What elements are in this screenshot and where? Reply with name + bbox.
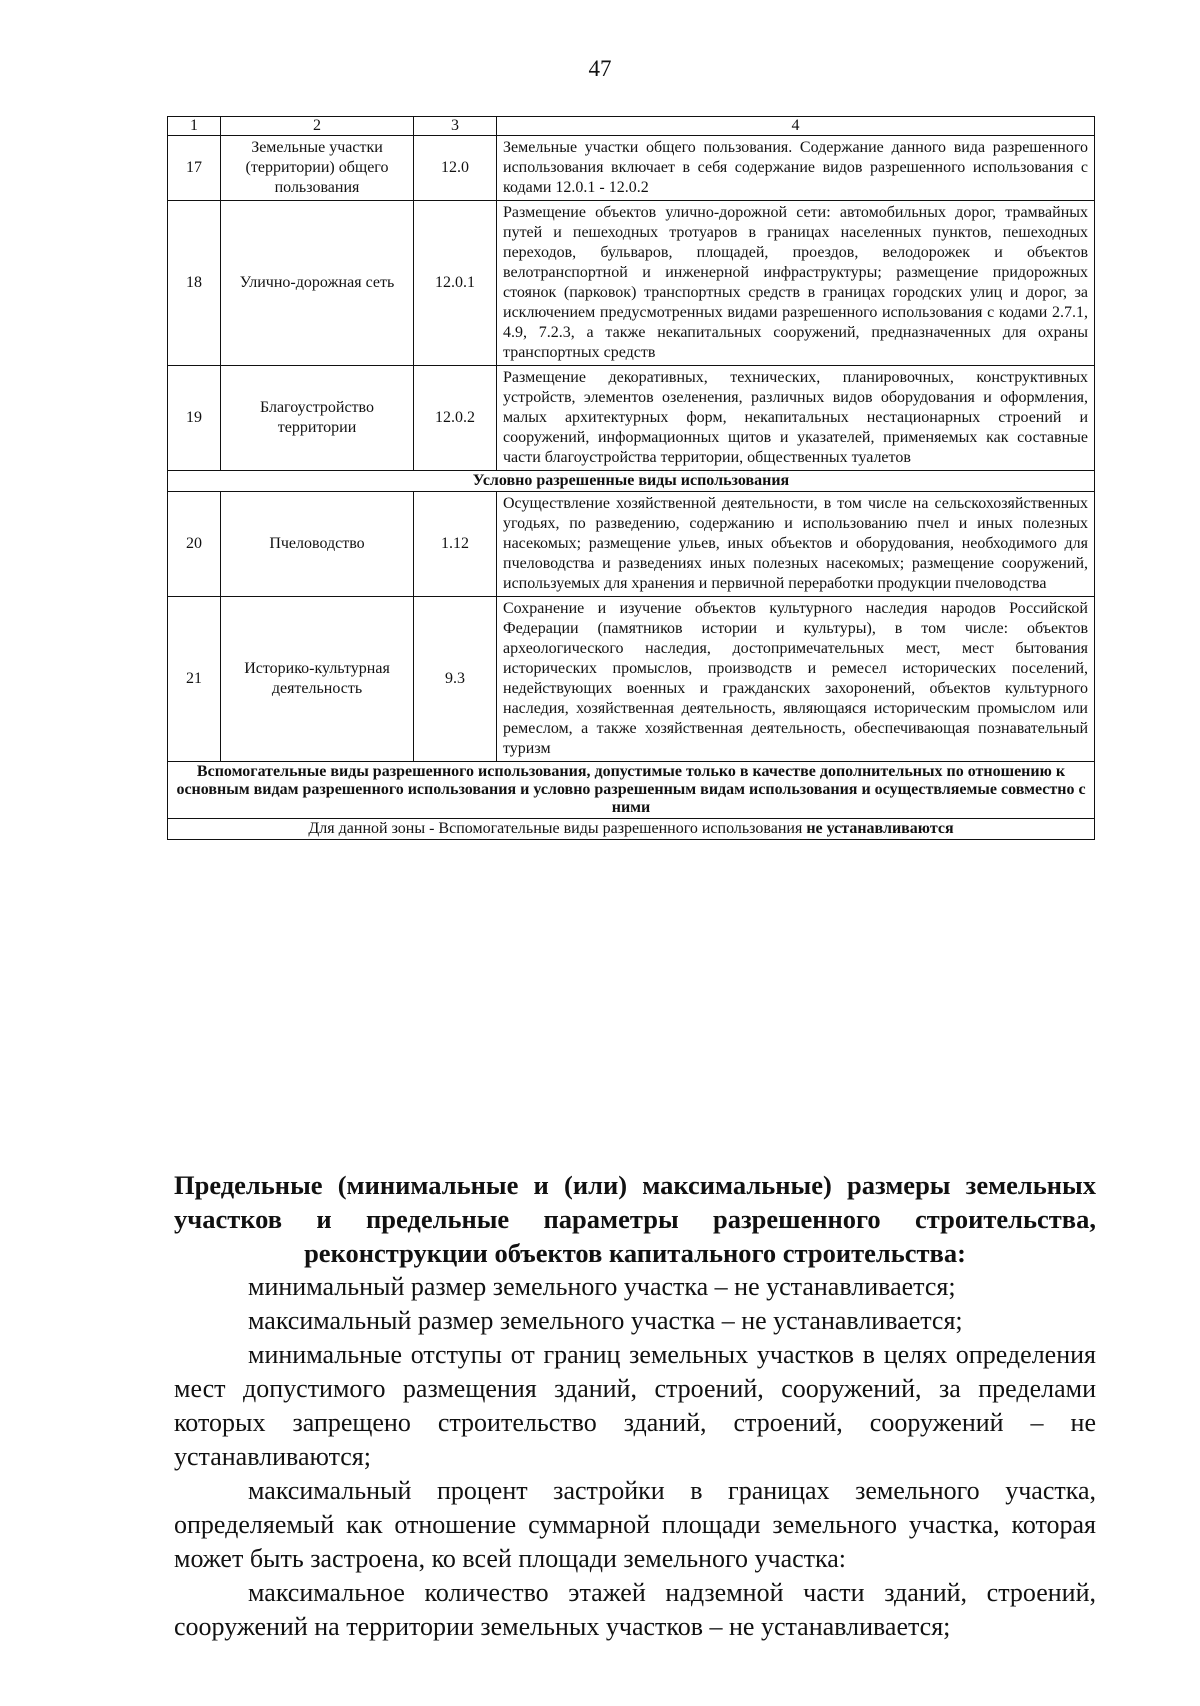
paragraph: минимальные отступы от границ земельных участков в целях определения мест допустимого размещения зданий, строений, сооружений, за пределами которых запрещено строительство зданий, строений, сооружений – не устанавливаются; — [174, 1340, 1096, 1471]
row-number: 21 — [168, 597, 221, 762]
auxiliary-uses-heading: Вспомогательные виды разрешенного использования, допустимые только в качестве дополнительных по отношению к основным видам разрешенного использования и условно разрешенным видам использования и осуществляемые совместно с ними — [168, 762, 1095, 819]
use-type-description: Размещение объектов улично-дорожной сети: автомобильных дорог, трамвайных путей и пешеходных тротуаров в границах населенных пунктов, пешеходных переходов, бульваров, площадей, проездов, велодорожек и объектов велотранспортной и инженерной инфраструктуры; размещение придорожных стоянок (парковок) транспортных средств в границах городских улиц и дорог, за исключением предусмотренных видами разрешенного использования с кодами 2.7.1, 4.9, 7.2.3, а также некапитальных сооружений, предназначенных для охраны транспортных средств — [497, 201, 1095, 366]
section-heading-row — [168, 471, 1095, 492]
auxiliary-note-bold: не устанавливаются — [806, 820, 954, 837]
parameters-section — [174, 1168, 1096, 1644]
paragraph: максимальный размер земельного участка – не устанавливается; — [248, 1306, 963, 1335]
table-row — [168, 492, 1095, 597]
use-type-description: Осуществление хозяйственной деятельности, в том числе на сельскохозяйственных угодьях, по разведению, содержанию и использованию пчел и иных полезных насекомых; размещение ульев, иных объектов и оборудования, необходимого для пчеловодства и разведениях иных полезных насекомых; размещение сооружений, используемых для хранения и первичной переработки продукции пчеловодства — [497, 492, 1095, 597]
auxiliary-note-prefix: Для данной зоны - Вспомогательные виды разрешенного использования — [308, 820, 807, 837]
use-type-name: Земельные участки (территории) общего пользования — [221, 136, 414, 201]
use-type-name: Благоустройство территории — [221, 366, 414, 471]
row-number: 17 — [168, 136, 221, 201]
row-number: 18 — [168, 201, 221, 366]
header-cell: 3 — [414, 117, 497, 136]
use-type-code: 12.0.2 — [414, 366, 497, 471]
table-row — [168, 201, 1095, 366]
use-type-name: Пчеловодство — [221, 492, 414, 597]
table-row — [168, 366, 1095, 471]
paragraph: максимальное количество этажей надземной части зданий, строений, сооружений на территории земельных участков – не устанавливается; — [174, 1578, 1096, 1641]
auxiliary-note-row — [168, 819, 1095, 840]
land-use-table — [167, 116, 1095, 840]
page-number: 47 — [588, 56, 612, 81]
conditional-uses-heading: Условно разрешенные виды использования — [168, 471, 1095, 492]
use-type-code: 12.0.1 — [414, 201, 497, 366]
row-number: 20 — [168, 492, 221, 597]
header-cell: 4 — [497, 117, 1095, 136]
use-type-name: Историко-культурная деятельность — [221, 597, 414, 762]
header-cell: 2 — [221, 117, 414, 136]
section-heading: Предельные (минимальные и (или) максимальные) размеры земельных участков и предельные параметры разрешенного строительства, реконструкции объектов капитального строительства: — [174, 1170, 1096, 1268]
use-type-code: 12.0 — [414, 136, 497, 201]
use-type-code: 9.3 — [414, 597, 497, 762]
auxiliary-uses-note — [168, 819, 1095, 840]
use-type-description: Земельные участки общего пользования. Содержание данного вида разрешенного использования включает в себя содержание видов разрешенного использования с кодами 12.0.1 - 12.0.2 — [497, 136, 1095, 201]
paragraph: минимальный размер земельного участка – не устанавливается; — [248, 1272, 956, 1301]
paragraph: максимальный процент застройки в границах земельного участка, определяемый как отношение суммарной площади земельного участка, которая может быть застроена, ко всей площади земельного участка: — [174, 1476, 1096, 1573]
use-type-description: Сохранение и изучение объектов культурного наследия народов Российской Федерации (памятников истории и культуры), в том числе: объектов археологического наследия, достопримечательных мест, мест бытования исторических промыслов, производств и ремесел исторических поселений, недействующих военных и гражданских захоронений, объектов культурного наследия, хозяйственная деятельность, являющаяся историческим промыслом или ремеслом, а также хозяйственная деятельность, обеспечивающая познавательный туризм — [497, 597, 1095, 762]
section-heading-row — [168, 762, 1095, 819]
table-row — [168, 597, 1095, 762]
row-number: 19 — [168, 366, 221, 471]
table-header-row — [168, 117, 1095, 136]
use-type-name: Улично-дорожная сеть — [221, 201, 414, 366]
use-type-description: Размещение декоративных, технических, планировочных, конструктивных устройств, элементов озеленения, различных видов оборудования и оформления, малых архитектурных форм, некапитальных нестационарных строений и сооружений, информационных щитов и указателей, применяемых как составные части благоустройства территории, общественных туалетов — [497, 366, 1095, 471]
table-row — [168, 136, 1095, 201]
header-cell: 1 — [168, 117, 221, 136]
use-type-code: 1.12 — [414, 492, 497, 597]
